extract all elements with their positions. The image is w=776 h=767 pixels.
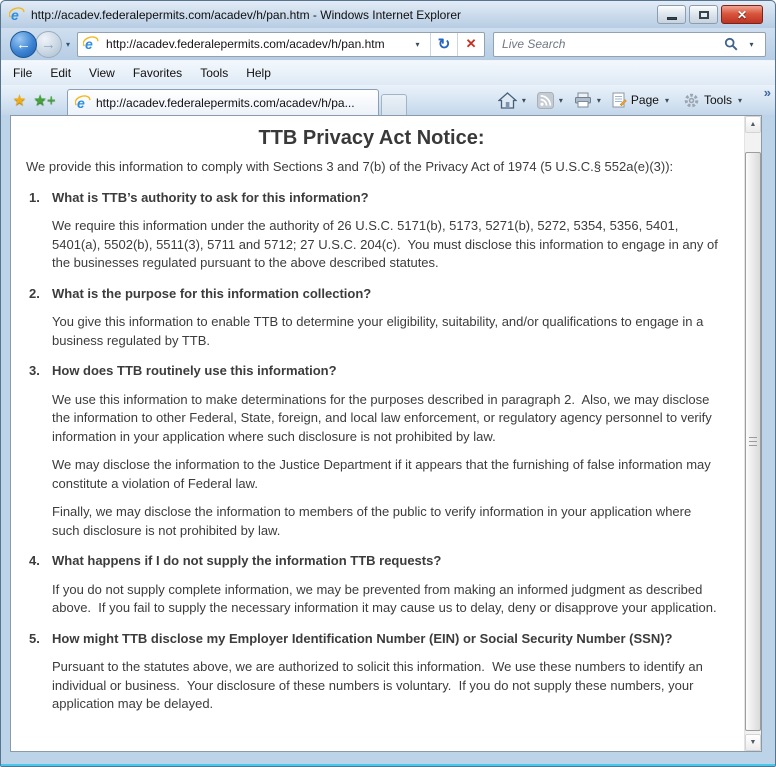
address-input[interactable] [104, 36, 405, 52]
refresh-button[interactable] [431, 33, 457, 56]
svg-text:e: e [77, 94, 85, 111]
svg-text:e: e [85, 36, 93, 52]
section-heading-text: What is TTB’s authority to ask for this information? [52, 189, 369, 205]
section-number: 4. [29, 553, 40, 568]
gear-icon [683, 92, 700, 109]
section-paragraph: We may disclose the information to the Justice Department if it appears that the furnishing of false information may constitute a violation of Federal law. [52, 457, 711, 491]
home-icon [498, 92, 517, 109]
add-favorite-star-icon: ★ [33, 92, 47, 109]
address-bar-group [77, 32, 485, 57]
section-body [21, 658, 722, 714]
scroll-up-icon: ▲ [749, 121, 757, 128]
menu-view[interactable]: View [89, 66, 115, 80]
section-paragraph: We use this information to make determinations for the purposes described in paragraph 2. Also, we may disclose the information to other Federal, State, foreign, and local law enforcement, or regulatory agency personnel to verify information in your application where such disclosure is not prohibited by law. [52, 391, 712, 444]
forward-button[interactable] [35, 31, 62, 58]
restore-button[interactable] [689, 5, 718, 24]
back-arrow-icon: ← [16, 35, 31, 53]
stop-icon: ✕ [465, 36, 477, 51]
intro-paragraph: We provide this information to comply with Sections 3 and 7(b) of the Privacy Act of 1974 (5 U.S.C.§ 552a(e)(3)): [26, 159, 674, 174]
print-dropdown[interactable]: ▾ [596, 95, 601, 105]
section-body [21, 217, 722, 273]
search-icon[interactable] [724, 37, 738, 51]
section-number: 2. [29, 285, 40, 301]
page-client-area [10, 115, 762, 752]
active-tab[interactable] [67, 89, 379, 115]
section-body [21, 391, 722, 541]
scroll-down-button[interactable] [745, 734, 761, 751]
section-paragraph: You give this information to enable TTB to determine your eligibility, suitability, and/or qualifications to engage in a business regulated by TTB. [52, 314, 704, 348]
scroll-up-button[interactable] [745, 116, 761, 133]
page-title: TTB Privacy Act Notice: [258, 127, 485, 149]
print-button[interactable] [571, 89, 595, 111]
section-heading-text: What happens if I do not supply the information TTB requests? [52, 553, 442, 568]
section-paragraph: Pursuant to the statutes above, we are authorized to solicit this information. We use these numbers to identify an individual or business. Your disclosure of these numbers is voluntary. If you do not supply these numbers, your application may be delayed. [52, 659, 703, 711]
page-dropdown-icon: ▾ [664, 95, 669, 105]
back-button[interactable] [10, 31, 37, 58]
section-heading-text: How might TTB disclose my Employer Identification Number (EIN) or Social Security Number (SSN)? [52, 630, 673, 646]
scrollbar-grip-icon [749, 437, 757, 446]
section-heading [29, 552, 722, 571]
home-button[interactable] [495, 89, 520, 112]
restore-icon [699, 11, 709, 19]
page-button-label: Page [630, 93, 659, 107]
section-paragraph: We require this information under the authority of 26 U.S.C. 5171(b), 5173, 5271(b), 5272, 5354, 5356, 5401, 5401(a), 5502(b), 5511(3), 5711 and 5712; 27 U.S.C. 204(c). You must disclose this information to engage in any of the businesses regulated pursuant to the above described statutes. [52, 218, 718, 270]
tools-button[interactable] [680, 89, 753, 112]
close-button[interactable] [721, 5, 763, 24]
menu-favorites[interactable]: Favorites [132, 66, 183, 80]
title-bar [1, 1, 775, 28]
page-favicon [83, 36, 99, 52]
scrollbar-thumb[interactable] [745, 152, 761, 731]
close-icon: ✕ [736, 7, 748, 22]
section-heading-text: How does TTB routinely use this information? [52, 363, 337, 378]
scrollbar-track[interactable] [745, 133, 761, 734]
section-body [21, 581, 722, 618]
section-heading [29, 285, 722, 304]
page-content [11, 116, 744, 751]
menu-tools[interactable]: Tools [200, 66, 229, 80]
section-paragraph: Finally, we may disclose the information to members of the public to verify information in your application where such disclosure is not prohibited by law. [52, 504, 692, 538]
tools-dropdown-icon: ▾ [737, 95, 742, 105]
menu-edit[interactable]: Edit [50, 66, 72, 80]
ie-logo-icon [9, 7, 25, 23]
stop-button[interactable] [458, 33, 484, 56]
page-icon [612, 92, 627, 109]
menu-file[interactable]: File [13, 66, 33, 80]
minimize-icon [667, 17, 677, 20]
page-button[interactable] [609, 89, 680, 112]
rss-feed-icon [537, 92, 554, 109]
section-heading [29, 362, 722, 381]
section-heading [29, 189, 722, 208]
tab-favicon [75, 95, 91, 111]
new-tab-button[interactable] [381, 94, 407, 115]
tools-button-label: Tools [703, 93, 732, 107]
section-number: 1. [29, 189, 40, 205]
section-paragraph: If you do not supply complete information, we may be prevented from making an informed judgment as described above. If you fail to supply the necessary information it may cause us to delay, deny or disapprove your application. [52, 581, 717, 615]
favorites-center-button[interactable] [7, 89, 32, 111]
address-dropdown[interactable]: ▾ [415, 39, 420, 49]
feeds-dropdown[interactable]: ▾ [558, 95, 563, 105]
plus-icon: + [46, 91, 56, 109]
refresh-icon: ↻ [437, 36, 451, 53]
section-number: 5. [29, 630, 40, 646]
home-dropdown[interactable]: ▾ [521, 95, 526, 105]
favorites-star-icon: ★ [12, 92, 27, 109]
navigation-bar [1, 28, 775, 60]
menu-bar [1, 60, 775, 85]
add-favorite-button[interactable] [32, 89, 57, 111]
section-heading-text: What is the purpose for this information collection? [52, 285, 372, 301]
printer-icon [574, 92, 592, 108]
menu-help[interactable]: Help [246, 66, 271, 80]
search-box[interactable] [493, 32, 766, 57]
recent-pages-dropdown[interactable]: ▾ [66, 39, 71, 49]
tab-title: http://acadev.federalepermits.com/acadev/h/pa... [96, 95, 355, 110]
command-bar [1, 85, 775, 115]
vertical-scrollbar[interactable] [744, 116, 761, 751]
search-input[interactable] [500, 36, 718, 52]
section-heading [29, 630, 722, 649]
forward-arrow-icon: → [41, 35, 56, 53]
section-number: 3. [29, 363, 40, 378]
address-field[interactable] [78, 33, 430, 56]
toolbar-overflow-chevron[interactable]: » [763, 85, 771, 100]
window-title: http://acadev.federalepermits.com/acadev/h/pan.htm - Windows Internet Explorer [31, 7, 461, 22]
scroll-down-icon: ▼ [749, 739, 757, 746]
section-body [21, 313, 722, 350]
minimize-button[interactable] [657, 5, 686, 24]
svg-text:e: e [11, 6, 19, 23]
feeds-button[interactable] [534, 89, 557, 112]
search-options-dropdown[interactable]: ▾ [749, 39, 754, 49]
